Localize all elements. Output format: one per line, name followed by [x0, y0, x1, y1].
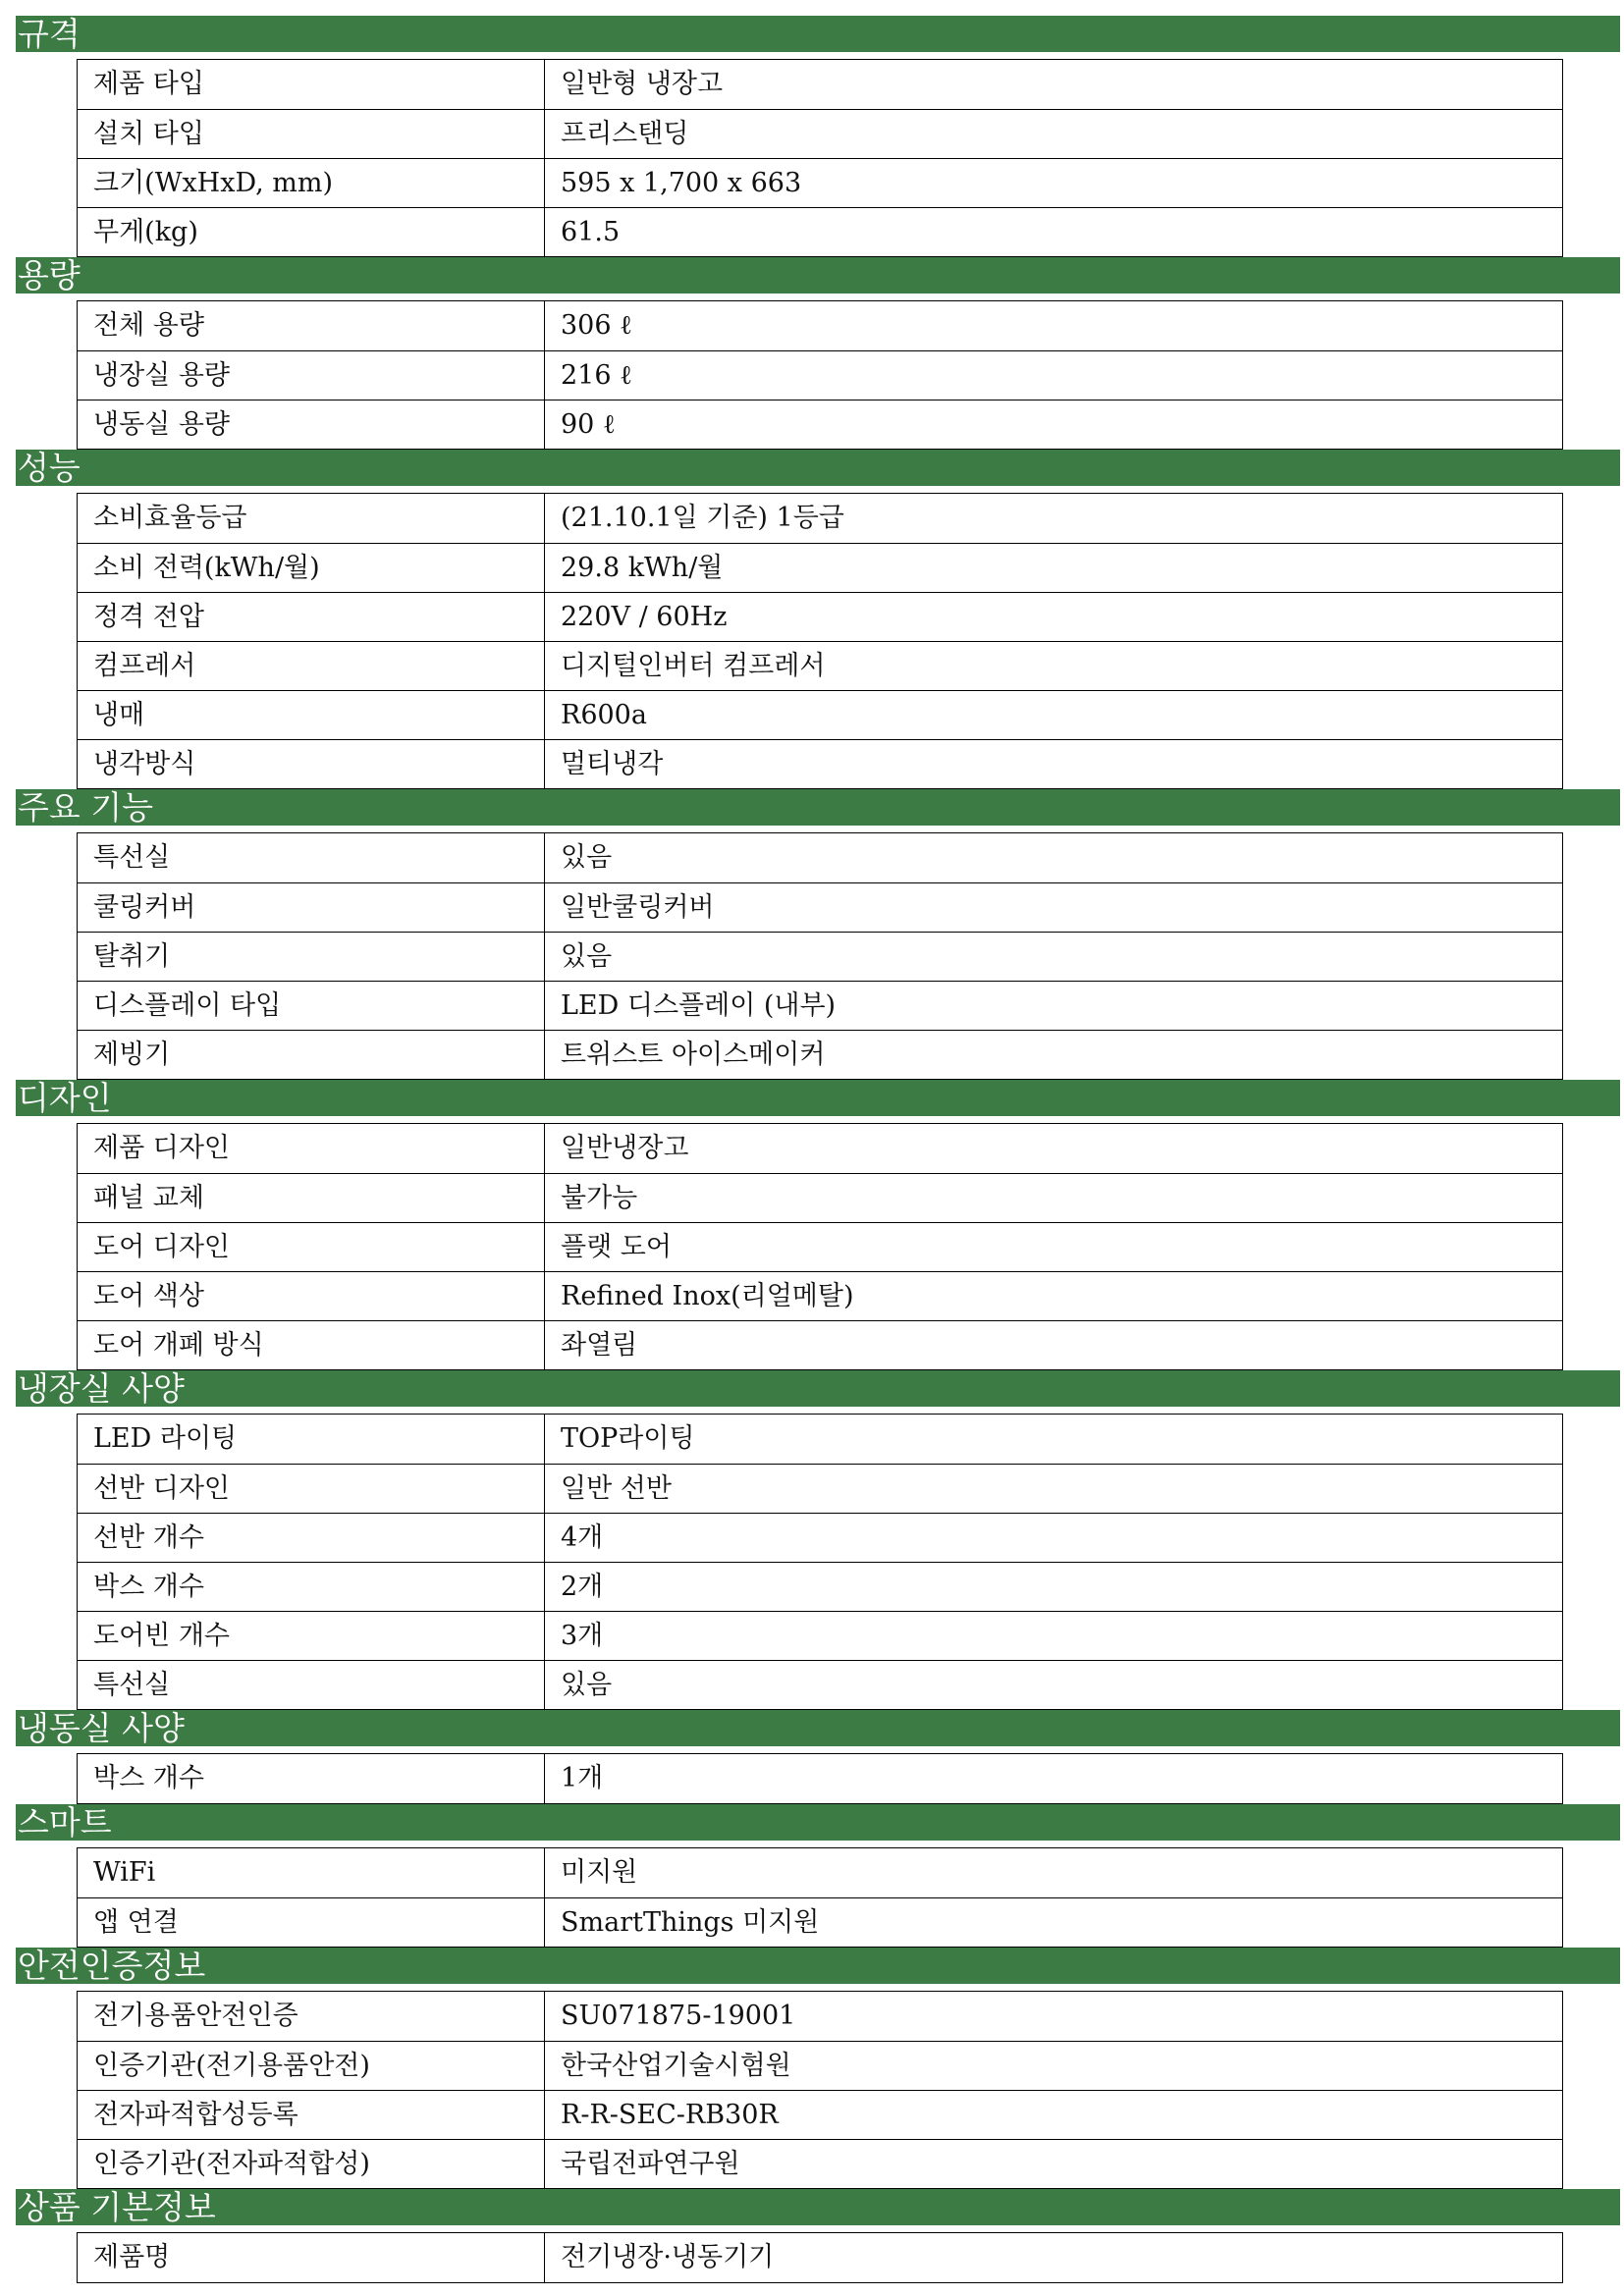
- spec-label: 인증기관(전기용품안전): [78, 2042, 545, 2090]
- table-row: [78, 60, 1562, 109]
- spec-value: 프리스탠딩: [561, 119, 689, 149]
- spec-label: 냉장실 용량: [78, 351, 545, 400]
- spec-value: (21.10.1일 기준) 1등급: [561, 503, 844, 533]
- spec-label: 패널 교체: [78, 1174, 545, 1222]
- spec-table: [77, 1414, 1563, 1710]
- spec-label: 박스 개수: [78, 1754, 545, 1803]
- table-row: [78, 641, 1562, 690]
- spec-value: 디지털인버터 컴프레서: [561, 651, 826, 681]
- spec-value: 플랫 도어: [561, 1232, 672, 1262]
- section-header: 성능: [16, 450, 1620, 486]
- spec-label: 도어빈 개수: [78, 1612, 545, 1660]
- spec-value: 2개: [561, 1572, 604, 1602]
- table-row: [78, 1030, 1562, 1079]
- spec-label: 소비효율등급: [78, 494, 545, 543]
- section-header: 냉장실 사양: [16, 1370, 1620, 1407]
- spec-label: 무게(kg): [78, 208, 545, 256]
- spec-value: 61.5: [561, 217, 621, 247]
- table-row: [78, 158, 1562, 207]
- spec-value: 90 ℓ: [561, 409, 616, 440]
- table-row: [78, 2090, 1562, 2139]
- spec-label: 도어 색상: [78, 1272, 545, 1320]
- table-row: [78, 1562, 1562, 1611]
- spec-label: 선반 디자인: [78, 1465, 545, 1513]
- spec-label: 크기(WxHxD, mm): [78, 159, 545, 207]
- table-row: [78, 932, 1562, 981]
- table-row: [78, 1222, 1562, 1271]
- spec-label: 탈취기: [78, 933, 545, 981]
- table-row: [78, 2139, 1562, 2188]
- spec-table: [77, 1847, 1563, 1948]
- spec-value: TOP라이팅: [561, 1423, 695, 1454]
- table-row: [78, 690, 1562, 739]
- table-row: [78, 543, 1562, 592]
- table-row: [78, 1660, 1562, 1709]
- spec-table: [77, 300, 1563, 450]
- section-header: 용량: [16, 257, 1620, 294]
- table-row: [78, 2041, 1562, 2090]
- table-row: [78, 2233, 1562, 2282]
- table-row: [78, 739, 1562, 788]
- spec-label: 컴프레서: [78, 642, 545, 690]
- spec-table: [77, 59, 1563, 257]
- spec-value: 일반냉장고: [561, 1133, 689, 1163]
- spec-table: [77, 1753, 1563, 1804]
- table-row: [78, 1897, 1562, 1947]
- spec-value: 29.8 kWh/월: [561, 553, 724, 583]
- spec-value: 불가능: [561, 1183, 638, 1213]
- table-row: [78, 882, 1562, 932]
- spec-label: 냉각방식: [78, 740, 545, 788]
- spec-value: 좌열림: [561, 1330, 638, 1361]
- spec-label: 인증기관(전자파적합성): [78, 2140, 545, 2188]
- spec-label: 제품 디자인: [78, 1124, 545, 1173]
- spec-value: 1개: [561, 1763, 604, 1793]
- spec-table: [77, 2232, 1563, 2283]
- table-row: [78, 301, 1562, 350]
- table-row: [78, 1464, 1562, 1513]
- spec-value: SU071875-19001: [561, 2001, 796, 2031]
- spec-value: SmartThings 미지원: [561, 1907, 820, 1938]
- spec-label: 제품명: [78, 2233, 545, 2282]
- table-row: [78, 981, 1562, 1030]
- table-row: [78, 109, 1562, 158]
- spec-value: 있음: [561, 941, 613, 972]
- spec-label: 냉매: [78, 691, 545, 739]
- section-header: 스마트: [16, 1804, 1620, 1841]
- spec-value: 미지원: [561, 1857, 638, 1888]
- spec-label: 박스 개수: [78, 1563, 545, 1611]
- spec-label: 설치 타입: [78, 110, 545, 158]
- spec-value: 멀티냉각: [561, 749, 664, 779]
- spec-label: 전기용품안전인증: [78, 1992, 545, 2041]
- spec-value: 트위스트 아이스메이커: [561, 1040, 826, 1070]
- table-row: [78, 592, 1562, 641]
- table-row: [78, 1320, 1562, 1369]
- spec-value: 216 ℓ: [561, 360, 633, 391]
- spec-table: [77, 1123, 1563, 1370]
- table-row: [78, 1415, 1562, 1464]
- section-header: 냉동실 사양: [16, 1710, 1620, 1746]
- spec-value: 있음: [561, 1670, 613, 1700]
- spec-label: 소비 전력(kWh/월): [78, 544, 545, 592]
- table-row: [78, 1124, 1562, 1173]
- spec-value: 595 x 1,700 x 663: [561, 168, 802, 198]
- spec-label: 선반 개수: [78, 1514, 545, 1562]
- spec-label: 특선실: [78, 1661, 545, 1709]
- table-row: [78, 1848, 1562, 1897]
- table-row: [78, 207, 1562, 256]
- table-row: [78, 1513, 1562, 1562]
- spec-label: WiFi: [78, 1848, 545, 1897]
- spec-label: 전체 용량: [78, 301, 545, 350]
- section-header: 디자인: [16, 1080, 1620, 1116]
- spec-label: 제품 타입: [78, 60, 545, 109]
- spec-value: Refined Inox(리얼메탈): [561, 1281, 854, 1311]
- spec-value: 일반쿨링커버: [561, 892, 715, 923]
- spec-label: 특선실: [78, 833, 545, 882]
- spec-label: 디스플레이 타입: [78, 982, 545, 1030]
- table-row: [78, 1754, 1562, 1803]
- spec-value: 4개: [561, 1522, 604, 1553]
- spec-label: 전자파적합성등록: [78, 2091, 545, 2139]
- spec-value: R-R-SEC-RB30R: [561, 2100, 779, 2130]
- spec-value: 3개: [561, 1621, 604, 1651]
- table-row: [78, 833, 1562, 882]
- spec-label: 정격 전압: [78, 593, 545, 641]
- spec-value: 일반 선반: [561, 1473, 672, 1504]
- table-row: [78, 494, 1562, 543]
- spec-value: 있음: [561, 842, 613, 873]
- spec-label: LED 라이팅: [78, 1415, 545, 1464]
- spec-value: 220V / 60Hz: [561, 602, 728, 632]
- spec-value: 전기냉장·냉동기기: [561, 2242, 775, 2272]
- table-row: [78, 350, 1562, 400]
- table-row: [78, 1992, 1562, 2041]
- section-header: 안전인증정보: [16, 1948, 1620, 1984]
- spec-table: [77, 1991, 1563, 2189]
- spec-value: 한국산업기술시험원: [561, 2051, 791, 2081]
- table-row: [78, 400, 1562, 449]
- spec-label: 제빙기: [78, 1031, 545, 1079]
- section-header: 상품 기본정보: [16, 2189, 1620, 2225]
- table-row: [78, 1173, 1562, 1222]
- table-row: [78, 1271, 1562, 1320]
- spec-table: [77, 493, 1563, 789]
- section-header: 규격: [16, 16, 1620, 52]
- spec-value: 306 ℓ: [561, 310, 633, 341]
- spec-value: LED 디스플레이 (내부): [561, 990, 837, 1021]
- spec-label: 도어 개폐 방식: [78, 1321, 545, 1369]
- spec-value: 국립전파연구원: [561, 2149, 740, 2179]
- spec-label: 앱 연결: [78, 1898, 545, 1947]
- section-header: 주요 기능: [16, 789, 1620, 826]
- spec-label: 도어 디자인: [78, 1223, 545, 1271]
- spec-label: 냉동실 용량: [78, 400, 545, 449]
- table-row: [78, 1611, 1562, 1660]
- spec-table: [77, 832, 1563, 1080]
- spec-value: R600a: [561, 700, 647, 730]
- spec-value: 일반형 냉장고: [561, 69, 724, 99]
- spec-label: 쿨링커버: [78, 883, 545, 932]
